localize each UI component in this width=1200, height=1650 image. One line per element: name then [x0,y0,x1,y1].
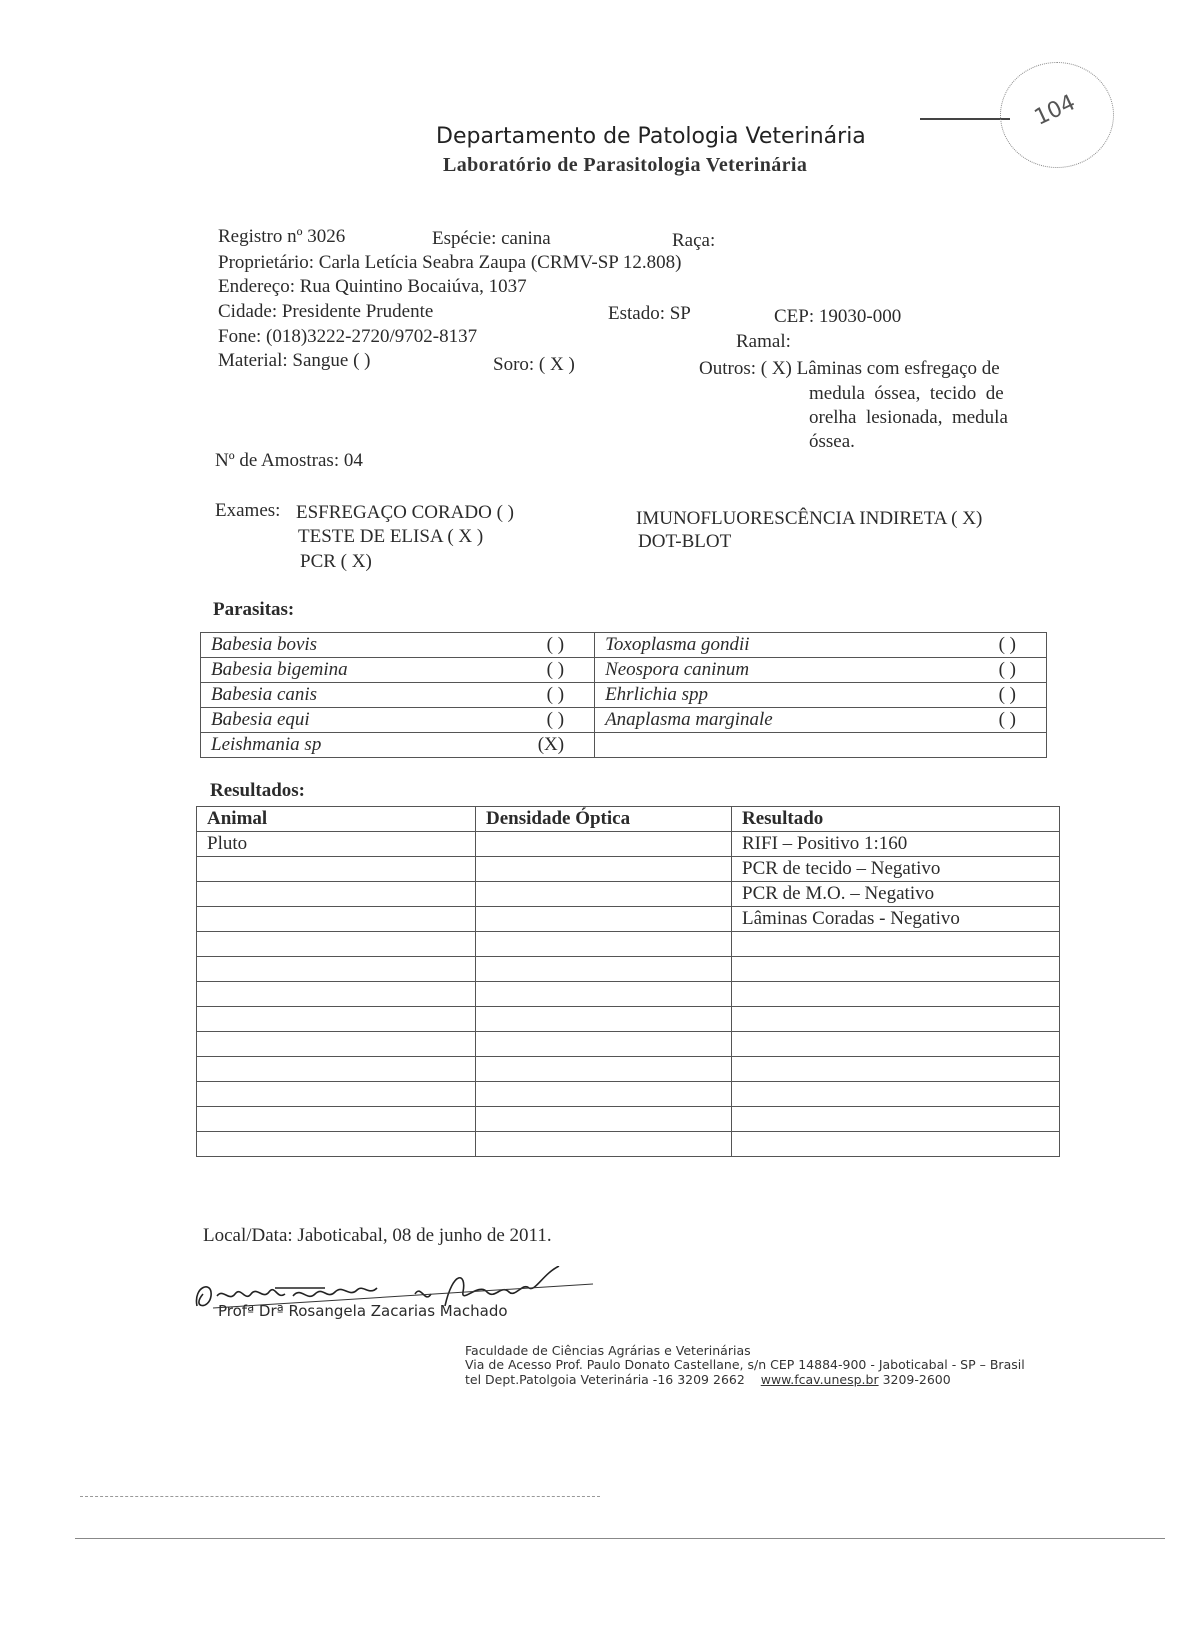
resultado-cell [732,982,1060,1007]
parasite-name: Ehrlichia spp [595,683,946,708]
animal-cell [197,957,476,982]
table-row [197,1107,1060,1132]
fone: Fone: (018)3222-2720/9702-8137 [218,326,478,347]
endereco: Endereço: Rua Quintino Bocaiúva, 1037 [218,276,527,297]
animal-cell: Pluto [197,832,476,857]
resultados-table [196,806,1060,1157]
table-row [201,633,1047,658]
parasite-mark: ( ) [946,708,1047,733]
densidade-cell [476,932,732,957]
exame-imuno: IMUNOFLUORESCÊNCIA INDIRETA ( X) [636,508,983,529]
resultados-title: Resultados: [210,780,306,801]
table-row [201,683,1047,708]
densidade-cell [476,1057,732,1082]
table-row [197,982,1060,1007]
footer-line-2: Via de Acesso Prof. Paulo Donato Castellane, s/n CEP 14884-900 - Jaboticabal - SP – Brasil [465,1357,1025,1372]
resultado-cell [732,1032,1060,1057]
densidade-cell [476,1032,732,1057]
footer-phone-2: 3209-2600 [882,1372,951,1387]
footer-phone: tel Dept.Patolgoia Veterinária -16 3209 2662 [465,1372,745,1387]
parasite-name: Neospora caninum [595,658,946,683]
animal-cell [197,1082,476,1107]
parasite-mark: ( ) [494,683,595,708]
exame-elisa: TESTE DE ELISA ( X ) [298,526,484,547]
header-resultado: Resultado [732,807,1060,832]
scan-dash [80,1496,600,1497]
parasite-mark: ( ) [946,683,1047,708]
table-row [197,882,1060,907]
exame-esfregaco: ESFREGAÇO CORADO ( ) [296,502,514,523]
animal-cell [197,1107,476,1132]
footer-website-link[interactable]: www.fcav.unesp.br [760,1372,879,1387]
resultado-cell: Lâminas Coradas - Negativo [732,907,1060,932]
densidade-cell [476,907,732,932]
resultado-cell: RIFI – Positivo 1:160 [732,832,1060,857]
parasite-name: Babesia bigemina [201,658,495,683]
local-data: Local/Data: Jaboticabal, 08 de junho de 2011. [203,1225,552,1246]
table-header-row [197,807,1060,832]
parasitas-table [200,632,1047,758]
resultado-cell [732,1007,1060,1032]
densidade-cell [476,832,732,857]
laboratory-title: Laboratório de Parasitologia Veterinária [443,154,808,176]
parasite-mark [946,733,1047,758]
resultado-cell: PCR de M.O. – Negativo [732,882,1060,907]
parasite-mark: ( ) [946,633,1047,658]
estado: Estado: SP [608,303,691,324]
densidade-cell [476,882,732,907]
densidade-cell [476,1082,732,1107]
parasite-name: Anaplasma marginale [595,708,946,733]
parasite-name: Toxoplasma gondii [595,633,946,658]
header-dash [920,118,1010,120]
especie: Espécie: canina [432,228,551,249]
densidade-cell [476,982,732,1007]
signer-name: Profª Drª Rosangela Zacarias Machado [218,1302,508,1320]
animal-cell [197,1007,476,1032]
densidade-cell [476,1132,732,1157]
resultado-cell [732,1132,1060,1157]
densidade-cell [476,957,732,982]
parasite-name [595,733,946,758]
table-row [197,1007,1060,1032]
animal-cell [197,907,476,932]
parasite-mark: (X) [494,733,595,758]
footer-line-3 [465,1372,951,1387]
material: Material: Sangue ( ) [218,350,371,371]
table-row [197,907,1060,932]
table-row [201,658,1047,683]
table-row [197,832,1060,857]
table-row [197,932,1060,957]
header-animal: Animal [197,807,476,832]
animal-cell [197,882,476,907]
resultado-cell [732,1107,1060,1132]
registro: Registro nº 3026 [218,226,346,247]
animal-cell [197,1132,476,1157]
densidade-cell [476,1107,732,1132]
resultado-cell: PCR de tecido – Negativo [732,857,1060,882]
animal-cell [197,982,476,1007]
table-row [197,1082,1060,1107]
raca: Raça: [672,230,716,251]
densidade-cell [476,1007,732,1032]
parasite-name: Leishmania sp [201,733,495,758]
outros-line-2: medula óssea, tecido de [809,383,1004,404]
parasite-mark: ( ) [946,658,1047,683]
resultado-cell [732,957,1060,982]
proprietario: Proprietário: Carla Letícia Seabra Zaupa (CRMV-SP 12.808) [218,252,682,273]
table-row [201,733,1047,758]
amostras: Nº de Amostras: 04 [215,450,363,471]
cep: CEP: 19030-000 [774,306,902,327]
exame-dotblot: DOT-BLOT [638,531,732,552]
bottom-rule [75,1538,1165,1539]
stamp-number: 104 [1030,90,1080,131]
table-row [197,1032,1060,1057]
table-row [197,1132,1060,1157]
parasitas-title: Parasitas: [213,599,295,620]
exame-pcr: PCR ( X) [300,551,372,572]
table-row [197,957,1060,982]
parasite-name: Babesia equi [201,708,495,733]
soro: Soro: ( X ) [493,354,575,375]
header-densidade: Densidade Óptica [476,807,732,832]
animal-cell [197,1057,476,1082]
outros-line-1: Outros: ( X) Lâminas com esfregaço de [699,358,1000,379]
animal-cell [197,932,476,957]
cidade: Cidade: Presidente Prudente [218,301,434,322]
ramal: Ramal: [736,331,791,352]
table-row [197,1057,1060,1082]
densidade-cell [476,857,732,882]
table-row [197,857,1060,882]
resultado-cell [732,1057,1060,1082]
parasite-name: Babesia bovis [201,633,495,658]
parasite-mark: ( ) [494,633,595,658]
table-row [201,708,1047,733]
parasite-name: Babesia canis [201,683,495,708]
outros-line-3: orelha lesionada, medula [809,407,1008,428]
parasite-mark: ( ) [494,708,595,733]
department-title: Departamento de Patologia Veterinária [436,124,866,149]
animal-cell [197,857,476,882]
outros-line-4: óssea. [809,431,855,452]
resultado-cell [732,932,1060,957]
animal-cell [197,1032,476,1057]
exames-label: Exames: [215,500,281,521]
resultado-cell [732,1082,1060,1107]
footer-line-1: Faculdade de Ciências Agrárias e Veterinárias [465,1343,751,1358]
parasite-mark: ( ) [494,658,595,683]
